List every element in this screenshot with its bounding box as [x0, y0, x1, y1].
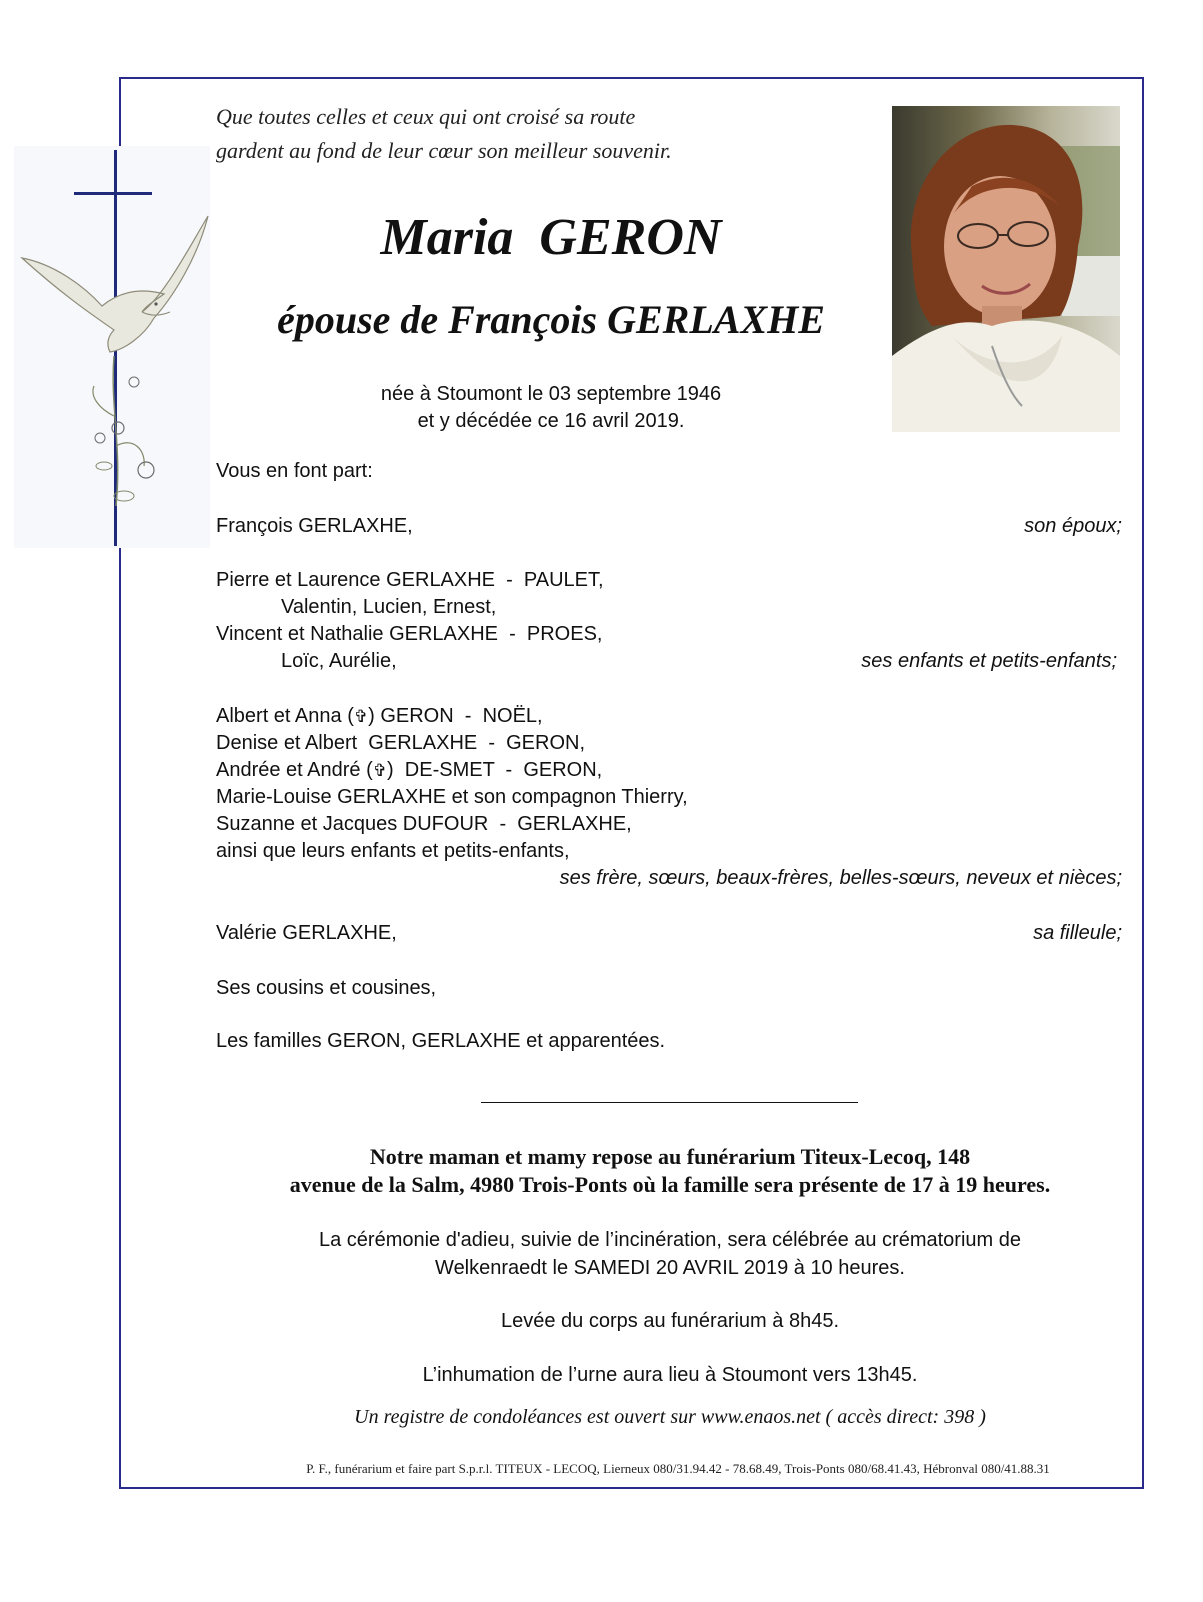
sibling-line-6: ainsi que leurs enfants et petits-enfants, [216, 840, 570, 862]
godchild-relation: sa filleule; [1033, 922, 1122, 944]
deceased-name: Maria GERON [380, 209, 722, 266]
sibling-line-1-end: ) GERON - NOËL, [368, 705, 543, 727]
birth-death-dates [216, 381, 886, 435]
section-divider [481, 1102, 858, 1103]
sibling-line-3 [216, 759, 602, 782]
children-line-2: Vincent et Nathalie GERLAXHE - PROES, [216, 623, 603, 645]
sibling-line-3-end: ) DE-SMET - GERON, [387, 759, 603, 781]
inhumation-info: L’inhumation de l’urne aura lieu à Stoumont vers 13h45. [422, 1364, 918, 1386]
sibling-line-1-start: Albert et Anna ( [216, 705, 354, 727]
spouse-name: François GERLAXHE, [216, 515, 413, 537]
cross-icon: ✞ [353, 707, 369, 726]
ceremony-line-2: Welkenraedt le SAMEDI 20 AVRIL 2019 à 10 heures. [435, 1257, 905, 1279]
ceremony-line-1: La cérémonie d'adieu, suivie de l’incinération, sera célébrée au crématorium de [319, 1229, 1021, 1251]
funeral-home-footer: P. F., funérarium et faire part S.p.r.l. TITEUX - LECOQ, Lierneux 080/31.94.42 - 78.68.49, Trois-Ponts 080/68.41.43, Hébronval 080/41.88.31 [306, 1461, 1050, 1476]
grandchildren-line-2: Loïc, Aurélie, [281, 650, 397, 672]
levee-info: Levée du corps au funérarium à 8h45. [501, 1310, 839, 1332]
cross-icon: ✞ [372, 761, 388, 780]
death-line: et y décédée ce 16 avril 2019. [417, 410, 685, 432]
sibling-line-3-start: Andrée et André ( [216, 759, 373, 781]
godchild-name: Valérie GERLAXHE, [216, 922, 397, 944]
sibling-line-2: Denise et Albert GERLAXHE - GERON, [216, 732, 586, 754]
announcement-intro: Vous en font part: [216, 460, 373, 482]
children-relation: ses enfants et petits-enfants; [861, 650, 1117, 672]
families-line: Les familles GERON, GERLAXHE et apparentées. [216, 1030, 666, 1052]
ceremony-info [120, 1226, 1203, 1282]
spouse-relation: son époux; [1024, 515, 1122, 537]
cross-dove-icon [14, 146, 210, 548]
condolence-registry: Un registre de condoléances est ouvert sur www.enaos.net ( accès direct: 398 ) [354, 1406, 986, 1428]
quote-line-1: Que toutes celles et ceux qui ont croisé sa route [216, 104, 636, 129]
spouse-line: épouse de François GERLAXHE [277, 297, 825, 342]
visitation-info [150, 1143, 1190, 1199]
children-line-1: Pierre et Laurence GERLAXHE - PAULET, [216, 569, 604, 591]
memorial-quote [216, 100, 672, 168]
portrait-image [892, 106, 1120, 432]
portrait-photo [892, 106, 1120, 432]
birth-line: née à Stoumont le 03 septembre 1946 [380, 383, 722, 405]
visitation-line-1: Notre maman et mamy repose au funérarium Titeux-Lecoq, 148 [369, 1144, 971, 1169]
quote-line-2: gardent au fond de leur cœur son meilleur souvenir. [216, 138, 672, 163]
grandchildren-line-1: Valentin, Lucien, Ernest, [281, 596, 497, 618]
siblings-relation: ses frère, sœurs, beaux-frères, belles-sœurs, neveux et nièces; [559, 867, 1122, 889]
cross-dove-ornament [14, 146, 210, 548]
sibling-line-4: Marie-Louise GERLAXHE et son compagnon Thierry, [216, 786, 688, 808]
sibling-line-1 [216, 705, 543, 728]
sibling-line-5: Suzanne et Jacques DUFOUR - GERLAXHE, [216, 813, 632, 835]
cousins-line: Ses cousins et cousines, [216, 977, 437, 999]
visitation-line-2: avenue de la Salm, 4980 Trois-Ponts où la famille sera présente de 17 à 19 heures. [289, 1172, 1051, 1197]
